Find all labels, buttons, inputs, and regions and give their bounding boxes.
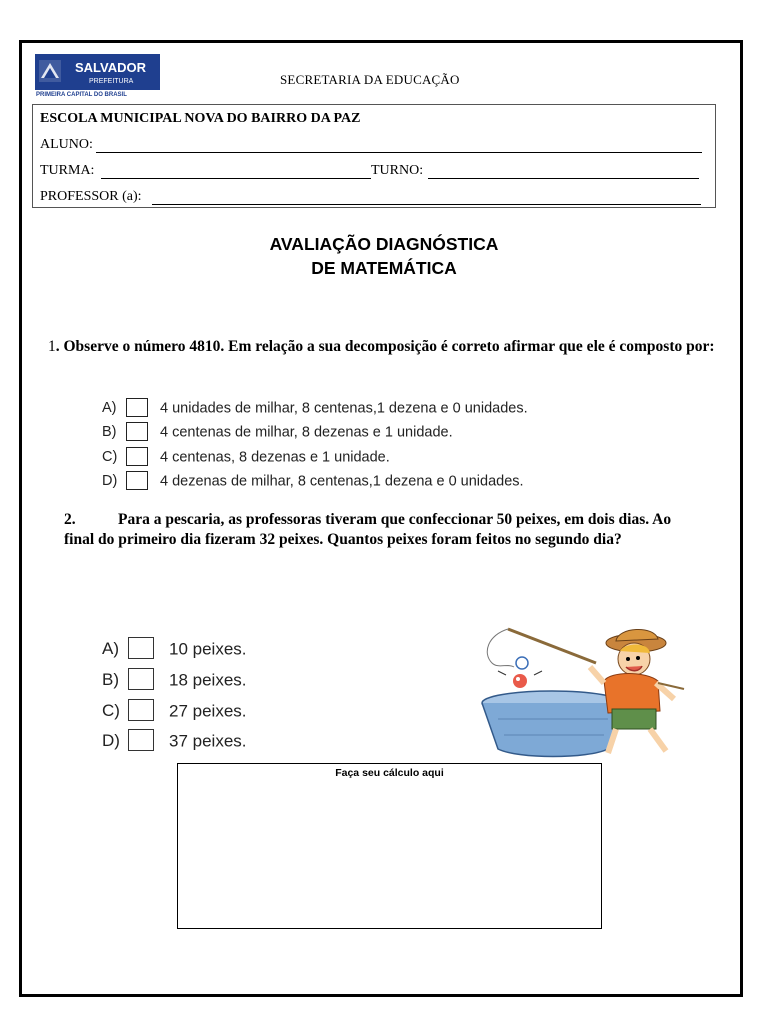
q2-option-text: 27 peixes. — [169, 701, 247, 721]
q1-option-a-checkbox[interactable] — [126, 398, 148, 417]
q2-option-c — [102, 701, 247, 723]
q1-option-a — [102, 399, 528, 418]
q2-option-a-checkbox[interactable] — [128, 637, 154, 659]
q1-option-d — [102, 472, 524, 491]
turma-label: TURMA: — [40, 163, 95, 178]
q2-option-d — [102, 731, 247, 753]
aluno-label: ALUNO: — [40, 137, 93, 152]
professor-field[interactable] — [152, 204, 701, 205]
q2-option-letter: A) — [102, 639, 119, 659]
exam-title-line1: AVALIAÇÃO DIAGNÓSTICA — [269, 234, 499, 254]
q1-option-letter: D) — [102, 473, 118, 490]
turno-label: TURNO: — [371, 163, 424, 178]
calculation-box[interactable] — [177, 763, 602, 929]
logo-name: SALVADOR — [75, 60, 147, 75]
q1-option-text: 4 unidades de milhar, 8 centenas,1 dezena e 0 unidades. — [160, 400, 528, 417]
professor-label: PROFESSOR (a): — [40, 189, 142, 204]
q2-option-text: 10 peixes. — [169, 639, 247, 659]
q1-option-c-checkbox[interactable] — [126, 447, 148, 466]
q2-option-letter: C) — [102, 701, 120, 721]
question-1 — [48, 337, 718, 357]
question-1-text: . Observe o número 4810. Em relação a sua decomposição é correto afirmar que ele é composto por: — [55, 338, 715, 355]
q2-option-text: 37 peixes. — [169, 731, 247, 751]
q2-option-a — [102, 639, 247, 661]
q2-option-letter: D) — [102, 731, 120, 751]
question-2-number: 2. — [64, 511, 76, 528]
q1-option-letter: A) — [102, 400, 117, 417]
school-name: ESCOLA MUNICIPAL NOVA DO BAIRRO DA PAZ — [40, 111, 361, 126]
aluno-field[interactable] — [96, 152, 702, 153]
q2-option-b-checkbox[interactable] — [128, 668, 154, 690]
turno-field[interactable] — [428, 178, 699, 179]
q2-option-c-checkbox[interactable] — [128, 699, 154, 721]
q1-option-d-checkbox[interactable] — [126, 471, 148, 490]
salvador-logo — [35, 54, 160, 98]
logo-sub: PREFEITURA — [89, 78, 134, 85]
q1-option-b-checkbox[interactable] — [126, 422, 148, 441]
q1-option-b — [102, 423, 453, 442]
q2-option-b — [102, 670, 247, 692]
exam-title-line2: DE MATEMÁTICA — [311, 258, 457, 278]
logo-tagline: PRIMEIRA CAPITAL DO BRASIL — [36, 92, 127, 98]
question-2 — [64, 510, 674, 550]
q1-option-letter: C) — [102, 449, 118, 466]
turma-field[interactable] — [101, 178, 371, 179]
q1-option-text: 4 dezenas de milhar, 8 centenas,1 dezena e 0 unidades. — [160, 473, 524, 490]
department-title: SECRETARIA DA EDUCAÇÃO — [280, 72, 460, 87]
question-2-text: Para a pescaria, as professoras tiveram que confeccionar 50 peixes, em dois dias. Ao final do primeiro dia fizeram 32 peixes. Quantos peixes foram feitos no segundo dia? — [64, 511, 672, 548]
exam-title — [0, 232, 768, 280]
q2-option-text: 18 peixes. — [169, 670, 247, 690]
q1-option-text: 4 centenas de milhar, 8 dezenas e 1 unidade. — [160, 424, 453, 441]
q2-option-letter: B) — [102, 670, 119, 690]
question-1-number: 1 — [48, 338, 56, 355]
q1-option-c — [102, 448, 390, 467]
q1-option-letter: B) — [102, 424, 117, 441]
calculation-box-label: Faça seu cálculo aqui — [335, 767, 444, 779]
q1-option-text: 4 centenas, 8 dezenas e 1 unidade. — [160, 449, 390, 466]
q2-option-d-checkbox[interactable] — [128, 729, 154, 751]
fishing-boy-illustration — [478, 623, 692, 763]
